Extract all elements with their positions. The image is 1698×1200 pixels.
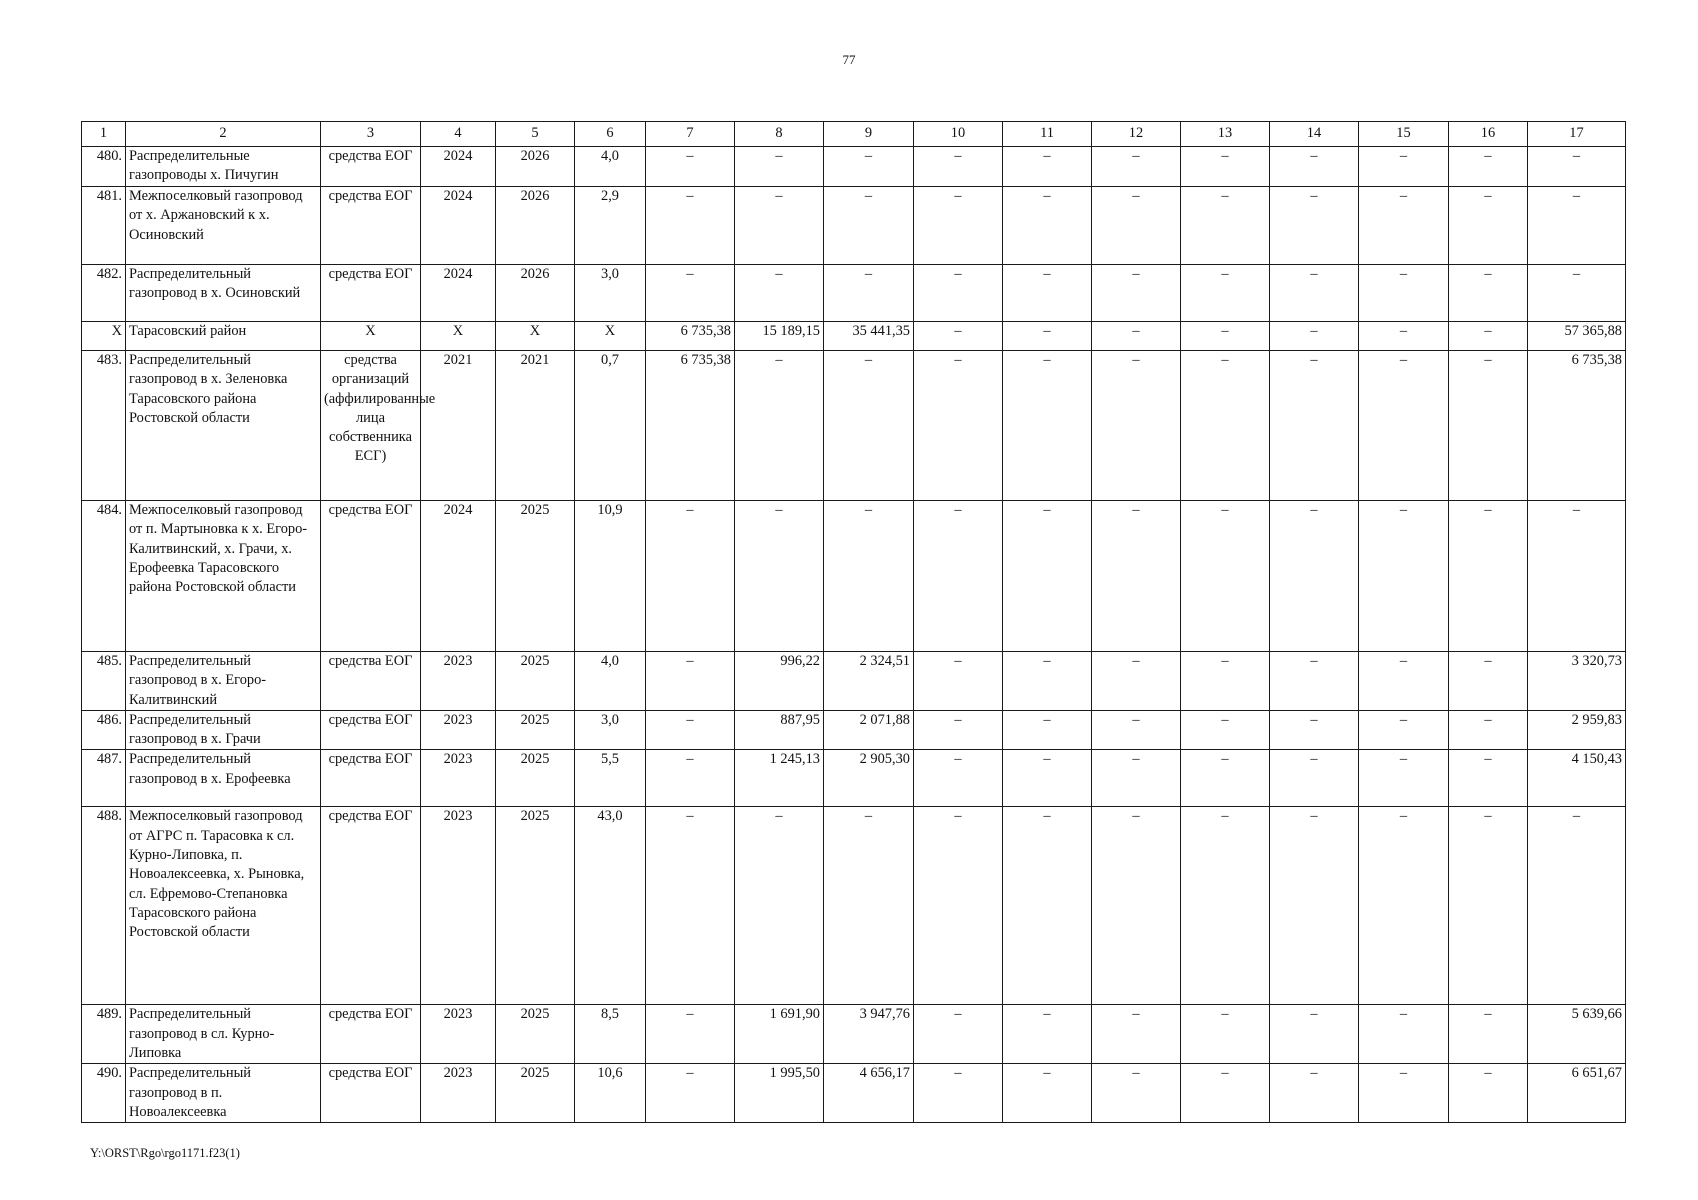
amount-cell: 996,22: [735, 652, 824, 711]
amount-cell: –: [824, 265, 914, 322]
amount-cell: –: [1092, 322, 1181, 351]
amount-cell: –: [1181, 750, 1270, 807]
amount-cell: –: [824, 501, 914, 652]
amount-cell: –: [1449, 187, 1528, 265]
amount-cell: –: [646, 750, 735, 807]
funding-source-cell: средства ЕОГ: [321, 1064, 421, 1123]
value-cell: 3,0: [575, 710, 646, 750]
amount-cell: –: [646, 807, 735, 1005]
page-number: 77: [842, 52, 856, 67]
value-cell: 2023: [421, 652, 496, 711]
amount-cell: –: [1270, 710, 1359, 750]
amount-cell: –: [1092, 652, 1181, 711]
amount-cell: –: [1092, 265, 1181, 322]
value-cell: 10,6: [575, 1064, 646, 1123]
amount-cell: –: [914, 501, 1003, 652]
amount-cell: –: [1092, 351, 1181, 501]
amount-cell: –: [1270, 807, 1359, 1005]
amount-cell: –: [646, 501, 735, 652]
amount-cell: –: [1528, 807, 1626, 1005]
object-name-cell: Межпоселковый газопровод от п. Мартыновка к х. Егоро-Калитвинский, х. Грачи, х. Ерофеевка Тарасовского района Ростовской области: [126, 501, 321, 652]
value-cell: 2025: [496, 750, 575, 807]
row-number-cell: 485.: [82, 652, 126, 711]
amount-cell: –: [1449, 322, 1528, 351]
amount-cell: –: [1359, 1005, 1449, 1064]
amount-cell: 1 691,90: [735, 1005, 824, 1064]
amount-cell: –: [1359, 322, 1449, 351]
funding-source-cell: средства ЕОГ: [321, 147, 421, 187]
amount-cell: –: [1528, 265, 1626, 322]
amount-cell: –: [1449, 750, 1528, 807]
funding-source-cell: средства ЕОГ: [321, 501, 421, 652]
amount-cell: 6 735,38: [646, 351, 735, 501]
amount-cell: –: [914, 322, 1003, 351]
object-name-cell: Распределительный газопровод в х. Грачи: [126, 710, 321, 750]
row-number-cell: 480.: [82, 147, 126, 187]
amount-cell: –: [914, 351, 1003, 501]
amount-cell: –: [1449, 501, 1528, 652]
amount-cell: –: [824, 807, 914, 1005]
amount-cell: –: [914, 147, 1003, 187]
amount-cell: –: [1003, 322, 1092, 351]
amount-cell: –: [1270, 750, 1359, 807]
amount-cell: –: [1270, 501, 1359, 652]
value-cell: 2023: [421, 710, 496, 750]
value-cell: 10,9: [575, 501, 646, 652]
amount-cell: –: [646, 710, 735, 750]
table-row: [82, 187, 1626, 265]
funding-source-cell: средства ЕОГ: [321, 750, 421, 807]
amount-cell: –: [1449, 652, 1528, 711]
amount-cell: –: [1003, 710, 1092, 750]
amount-cell: –: [1359, 807, 1449, 1005]
amount-cell: –: [914, 187, 1003, 265]
amount-cell: –: [1449, 351, 1528, 501]
amount-cell: 6 735,38: [1528, 351, 1626, 501]
amount-cell: –: [1270, 1064, 1359, 1123]
amount-cell: 4 150,43: [1528, 750, 1626, 807]
amount-cell: –: [1270, 652, 1359, 711]
amount-cell: –: [1449, 807, 1528, 1005]
amount-cell: –: [824, 351, 914, 501]
amount-cell: –: [824, 187, 914, 265]
amount-cell: –: [735, 501, 824, 652]
amount-cell: –: [1528, 187, 1626, 265]
amount-cell: –: [1003, 750, 1092, 807]
value-cell: 2023: [421, 807, 496, 1005]
funding-source-cell: средства ЕОГ: [321, 807, 421, 1005]
amount-cell: –: [914, 1005, 1003, 1064]
amount-cell: 2 959,83: [1528, 710, 1626, 750]
value-cell: 2024: [421, 147, 496, 187]
table-row: [82, 710, 1626, 750]
amount-cell: –: [914, 807, 1003, 1005]
value-cell: 8,5: [575, 1005, 646, 1064]
object-name-cell: Распределительные газопроводы х. Пичугин: [126, 147, 321, 187]
value-cell: 3,0: [575, 265, 646, 322]
row-number-cell: 487.: [82, 750, 126, 807]
column-header-6: 6: [575, 122, 646, 147]
column-header-12: 12: [1092, 122, 1181, 147]
value-cell: 2024: [421, 265, 496, 322]
amount-cell: 1 245,13: [735, 750, 824, 807]
amount-cell: 3 947,76: [824, 1005, 914, 1064]
amount-cell: –: [646, 1005, 735, 1064]
amount-cell: –: [1003, 147, 1092, 187]
row-number-cell: 486.: [82, 710, 126, 750]
value-cell: X: [575, 322, 646, 351]
file-path-footer: Y:\ORST\Rgo\rgo1171.f23(1): [90, 1146, 240, 1160]
amount-cell: –: [646, 652, 735, 711]
amount-cell: –: [1181, 807, 1270, 1005]
amount-cell: –: [1003, 187, 1092, 265]
amount-cell: –: [1092, 1064, 1181, 1123]
amount-cell: –: [1528, 501, 1626, 652]
column-header-14: 14: [1270, 122, 1359, 147]
amount-cell: –: [1359, 710, 1449, 750]
amount-cell: –: [1270, 187, 1359, 265]
row-number-cell: X: [82, 322, 126, 351]
value-cell: 2025: [496, 1064, 575, 1123]
amount-cell: –: [1003, 1064, 1092, 1123]
funding-source-cell: средства ЕОГ: [321, 710, 421, 750]
row-number-cell: 483.: [82, 351, 126, 501]
amount-cell: –: [1092, 147, 1181, 187]
amount-cell: –: [1092, 710, 1181, 750]
amount-cell: –: [914, 652, 1003, 711]
amount-cell: –: [1181, 351, 1270, 501]
value-cell: 2021: [421, 351, 496, 501]
table-row: [82, 265, 1626, 322]
amount-cell: –: [1359, 652, 1449, 711]
value-cell: 2026: [496, 187, 575, 265]
object-name-cell: Распределительный газопровод в п. Новоалексеевка: [126, 1064, 321, 1123]
table-row: [82, 1005, 1626, 1064]
amount-cell: 15 189,15: [735, 322, 824, 351]
table-row: [82, 351, 1626, 501]
column-header-9: 9: [824, 122, 914, 147]
object-name-cell: Распределительный газопровод в сл. Курно-Липовка: [126, 1005, 321, 1064]
column-header-13: 13: [1181, 122, 1270, 147]
table-row: [82, 807, 1626, 1005]
value-cell: 2025: [496, 652, 575, 711]
table-row: [82, 501, 1626, 652]
value-cell: 2023: [421, 1005, 496, 1064]
amount-cell: 2 905,30: [824, 750, 914, 807]
value-cell: 2024: [421, 501, 496, 652]
amount-cell: 6 735,38: [646, 322, 735, 351]
table-row: [82, 322, 1626, 351]
column-header-15: 15: [1359, 122, 1449, 147]
column-header-10: 10: [914, 122, 1003, 147]
value-cell: 2026: [496, 265, 575, 322]
table-row: [82, 750, 1626, 807]
column-header-11: 11: [1003, 122, 1092, 147]
amount-cell: –: [1092, 750, 1181, 807]
amount-cell: 1 995,50: [735, 1064, 824, 1123]
row-number-cell: 482.: [82, 265, 126, 322]
amount-cell: –: [1449, 265, 1528, 322]
value-cell: 2026: [496, 147, 575, 187]
amount-cell: 887,95: [735, 710, 824, 750]
value-cell: 2025: [496, 501, 575, 652]
amount-cell: –: [1449, 1005, 1528, 1064]
table-row: [82, 147, 1626, 187]
row-number-cell: 489.: [82, 1005, 126, 1064]
amount-cell: –: [1181, 265, 1270, 322]
amount-cell: –: [1359, 265, 1449, 322]
amount-cell: –: [1003, 807, 1092, 1005]
column-header-3: 3: [321, 122, 421, 147]
table-row: [82, 1064, 1626, 1123]
amount-cell: –: [646, 187, 735, 265]
amount-cell: –: [1359, 1064, 1449, 1123]
row-number-cell: 481.: [82, 187, 126, 265]
amount-cell: –: [1359, 351, 1449, 501]
column-header-5: 5: [496, 122, 575, 147]
amount-cell: –: [1181, 1064, 1270, 1123]
amount-cell: 6 651,67: [1528, 1064, 1626, 1123]
value-cell: 2021: [496, 351, 575, 501]
value-cell: 2,9: [575, 187, 646, 265]
row-number-cell: 488.: [82, 807, 126, 1005]
value-cell: 2024: [421, 187, 496, 265]
object-name-cell: Распределительный газопровод в х. Ерофеевка: [126, 750, 321, 807]
funding-source-cell: средства ЕОГ: [321, 265, 421, 322]
amount-cell: –: [1092, 187, 1181, 265]
amount-cell: –: [735, 351, 824, 501]
amount-cell: –: [1181, 501, 1270, 652]
value-cell: 2025: [496, 710, 575, 750]
column-header-2: 2: [126, 122, 321, 147]
value-cell: X: [421, 322, 496, 351]
amount-cell: 2 324,51: [824, 652, 914, 711]
amount-cell: –: [914, 750, 1003, 807]
amount-cell: –: [914, 265, 1003, 322]
amount-cell: –: [914, 1064, 1003, 1123]
column-header-8: 8: [735, 122, 824, 147]
amount-cell: –: [1181, 147, 1270, 187]
funding-source-cell: средства ЕОГ: [321, 1005, 421, 1064]
amount-cell: –: [1181, 1005, 1270, 1064]
amount-cell: –: [1449, 1064, 1528, 1123]
column-header-16: 16: [1449, 122, 1528, 147]
value-cell: X: [496, 322, 575, 351]
amount-cell: 2 071,88: [824, 710, 914, 750]
funding-source-cell: средства ЕОГ: [321, 652, 421, 711]
column-header-4: 4: [421, 122, 496, 147]
amount-cell: –: [1003, 501, 1092, 652]
amount-cell: –: [1003, 265, 1092, 322]
table-body: [82, 122, 1626, 1123]
amount-cell: –: [1270, 322, 1359, 351]
data-table: [81, 121, 1626, 1123]
value-cell: 4,0: [575, 147, 646, 187]
amount-cell: –: [1270, 1005, 1359, 1064]
amount-cell: 35 441,35: [824, 322, 914, 351]
amount-cell: –: [1449, 710, 1528, 750]
value-cell: 5,5: [575, 750, 646, 807]
value-cell: 2025: [496, 1005, 575, 1064]
amount-cell: 57 365,88: [1528, 322, 1626, 351]
value-cell: 2025: [496, 807, 575, 1005]
amount-cell: –: [1359, 147, 1449, 187]
amount-cell: –: [1359, 750, 1449, 807]
amount-cell: –: [1181, 652, 1270, 711]
amount-cell: 4 656,17: [824, 1064, 914, 1123]
amount-cell: –: [735, 187, 824, 265]
amount-cell: –: [914, 710, 1003, 750]
amount-cell: –: [1003, 1005, 1092, 1064]
amount-cell: –: [1181, 187, 1270, 265]
value-cell: 0,7: [575, 351, 646, 501]
object-name-cell: Межпоселковый газопровод от х. Аржановский к х. Осиновский: [126, 187, 321, 265]
amount-cell: –: [646, 147, 735, 187]
amount-cell: 3 320,73: [1528, 652, 1626, 711]
amount-cell: –: [824, 147, 914, 187]
amount-cell: –: [735, 265, 824, 322]
amount-cell: –: [1449, 147, 1528, 187]
funding-source-cell: X: [321, 322, 421, 351]
amount-cell: –: [646, 1064, 735, 1123]
column-header-7: 7: [646, 122, 735, 147]
row-number-cell: 484.: [82, 501, 126, 652]
column-header-17: 17: [1528, 122, 1626, 147]
column-header-1: 1: [82, 122, 126, 147]
object-name-cell: Тарасовский район: [126, 322, 321, 351]
value-cell: 43,0: [575, 807, 646, 1005]
amount-cell: –: [1359, 187, 1449, 265]
value-cell: 4,0: [575, 652, 646, 711]
amount-cell: –: [735, 807, 824, 1005]
funding-source-cell: средства организаций (аффилированные лица собственника ЕСГ): [321, 351, 421, 501]
object-name-cell: Распределительный газопровод в х. Егоро-Калитвинский: [126, 652, 321, 711]
amount-cell: –: [1181, 322, 1270, 351]
amount-cell: –: [735, 147, 824, 187]
amount-cell: –: [1092, 501, 1181, 652]
amount-cell: –: [1359, 501, 1449, 652]
amount-cell: –: [1270, 351, 1359, 501]
amount-cell: –: [1270, 147, 1359, 187]
amount-cell: 5 639,66: [1528, 1005, 1626, 1064]
amount-cell: –: [1003, 351, 1092, 501]
amount-cell: –: [1528, 147, 1626, 187]
object-name-cell: Распределительный газопровод в х. Зеленовка Тарасовского района Ростовской области: [126, 351, 321, 501]
funding-source-cell: средства ЕОГ: [321, 187, 421, 265]
amount-cell: –: [1003, 652, 1092, 711]
object-name-cell: Межпоселковый газопровод от АГРС п. Тарасовка к сл. Курно-Липовка, п. Новоалексеевка, х. Рыновка, сл. Ефремово-Степановка Тарасовского района Ростовской области: [126, 807, 321, 1005]
value-cell: 2023: [421, 750, 496, 807]
amount-cell: –: [1181, 710, 1270, 750]
amount-cell: –: [646, 265, 735, 322]
table-row: [82, 652, 1626, 711]
amount-cell: –: [1092, 1005, 1181, 1064]
object-name-cell: Распределительный газопровод в х. Осиновский: [126, 265, 321, 322]
column-number-row: [82, 122, 1626, 147]
row-number-cell: 490.: [82, 1064, 126, 1123]
value-cell: 2023: [421, 1064, 496, 1123]
amount-cell: –: [1270, 265, 1359, 322]
amount-cell: –: [1092, 807, 1181, 1005]
